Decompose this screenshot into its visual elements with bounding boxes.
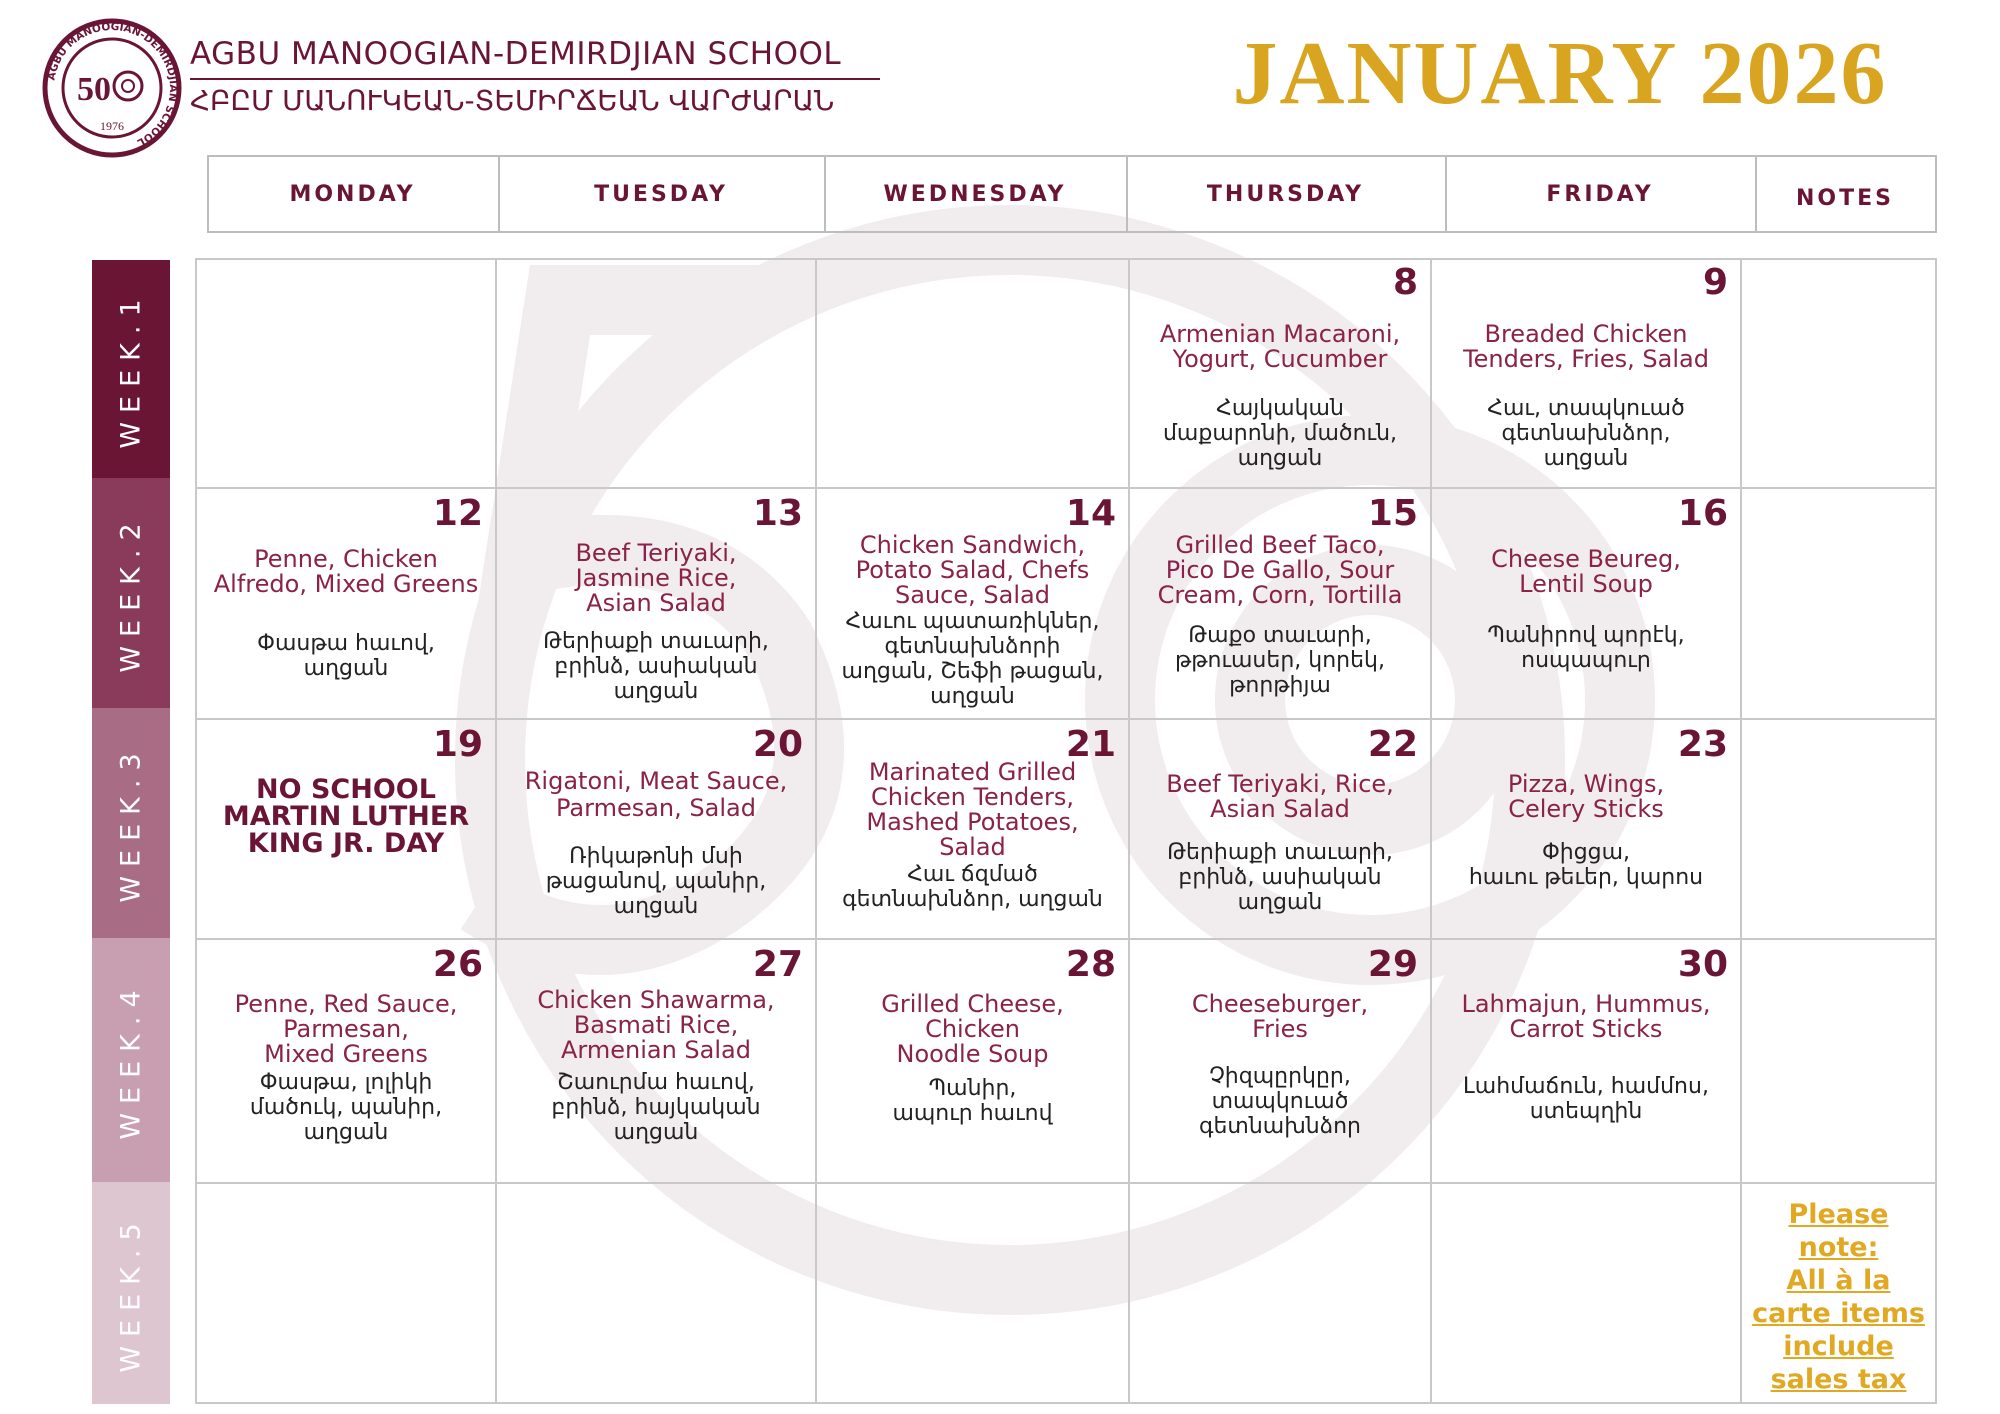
- day-number: 16: [1677, 493, 1728, 534]
- menu-armenian: Պանիր, ապուր հաւով: [892, 1076, 1053, 1126]
- week-label-2: [92, 478, 170, 708]
- day-cell-9[interactable]: [1432, 258, 1740, 487]
- week-label-1: [92, 260, 170, 478]
- day-cell-14[interactable]: [817, 489, 1128, 718]
- day-cell-12[interactable]: [197, 489, 495, 718]
- header-friday: FRIDAY: [1546, 181, 1654, 207]
- menu-english: Breaded Chicken Tenders, Fries, Salad: [1463, 320, 1709, 373]
- day-number: 23: [1677, 724, 1728, 765]
- day-number: 12: [432, 493, 483, 534]
- day-number: 29: [1367, 944, 1418, 985]
- day-cell-20[interactable]: [497, 720, 815, 938]
- week-label-4: [92, 938, 170, 1182]
- week-label-text: WEEK.2: [115, 513, 147, 673]
- menu-english: Cheeseburger, Fries: [1191, 990, 1369, 1043]
- menu-armenian: Փասթա հաւով, աղցան: [257, 631, 435, 681]
- day-cell-16[interactable]: [1432, 489, 1740, 718]
- menu-armenian: Թերիաքի տաւարի, բրինձ, ասիական աղցան: [543, 629, 769, 704]
- week-label-text: WEEK.5: [115, 1213, 147, 1373]
- day-number: 28: [1065, 944, 1116, 985]
- day-number: 21: [1065, 724, 1116, 765]
- school-name-armenian: ՀԲԸՄ ՄԱՆՈՒԿԵԱՆ-ՏԵՄԻՐՃԵԱՆ ՎԱՐԺԱՐԱՆ: [190, 84, 835, 117]
- menu-english: Armenian Macaroni, Yogurt, Cucumber: [1159, 320, 1401, 373]
- menu-armenian: Հաւ, տապկուած գետնախնձոր, աղցան: [1487, 396, 1685, 471]
- week-label-text: WEEK.4: [115, 980, 147, 1140]
- day-cell-8[interactable]: [1130, 258, 1430, 487]
- header-divider: [1935, 155, 1937, 233]
- day-cell-15[interactable]: [1130, 489, 1430, 718]
- grid-line: [1935, 258, 1937, 1404]
- menu-armenian: Լահմաճուն, համմոս, ստեպղին: [1463, 1074, 1709, 1124]
- menu-armenian: Հաւ ճզմած գետնախնձոր, աղցան: [842, 862, 1103, 912]
- school-name-divider: [190, 78, 880, 80]
- menu-armenian: Փիցցա, հաւու թեւեր, կարոս: [1468, 840, 1704, 890]
- header-tuesday: TUESDAY: [594, 181, 728, 207]
- day-cell-30[interactable]: [1432, 940, 1740, 1182]
- menu-armenian: Թերիաքի տաւարի, բրինձ, ասիական աղցան: [1167, 840, 1393, 915]
- menu-armenian: Չիզպըրկըր, տապկուած գետնախնձոր: [1199, 1064, 1361, 1139]
- day-cell-26[interactable]: [197, 940, 495, 1182]
- school-name-english: AGBU MANOOGIAN-DEMIRDJIAN SCHOOL: [190, 36, 842, 72]
- day-cell-19[interactable]: [197, 720, 495, 938]
- day-number: 14: [1065, 493, 1116, 534]
- sales-tax-note[interactable]: Please note: All à la carte items include sales tax: [1752, 1199, 1925, 1395]
- menu-english: Pizza, Wings, Celery Sticks: [1507, 770, 1665, 823]
- grid-line: [195, 1402, 1937, 1404]
- day-cell-27[interactable]: [497, 940, 815, 1182]
- grid-line: [195, 1182, 1937, 1184]
- day-cell-29[interactable]: [1130, 940, 1430, 1182]
- day-number: 15: [1367, 493, 1418, 534]
- menu-armenian: Պանիրով պորէկ, ոսպապուր: [1487, 623, 1685, 673]
- holiday-notice: NO SCHOOL MARTIN LUTHER KING JR. DAY: [222, 774, 470, 859]
- week-label-text: WEEK.1: [115, 289, 147, 449]
- menu-armenian: Փասթա, լոլիկի մածուկ, պանիր, աղցան: [249, 1070, 443, 1145]
- menu-english: Chicken Shawarma, Basmati Rice, Armenian Salad: [537, 986, 775, 1064]
- menu-armenian: Շաուրմա հաւով, բրինձ, հայկական աղցան: [551, 1070, 761, 1145]
- menu-english: Lahmajun, Hummus, Carrot Sticks: [1461, 990, 1711, 1043]
- day-cell-22[interactable]: [1130, 720, 1430, 938]
- day-cell-21[interactable]: [817, 720, 1128, 938]
- menu-english: Grilled Cheese, Chicken Noodle Soup: [881, 990, 1064, 1068]
- day-number: 22: [1367, 724, 1418, 765]
- week-label-text: WEEK.3: [115, 743, 147, 903]
- menu-english: Penne, Red Sauce, Parmesan, Mixed Greens: [234, 990, 458, 1068]
- day-number: 27: [752, 944, 803, 985]
- header-notes: NOTES: [1796, 185, 1894, 211]
- day-number: 20: [752, 724, 803, 765]
- calendar-grid: [195, 258, 1937, 1404]
- menu-armenian: Թաքօ տաւարի, թթուասեր, կորեկ, թորթիյա: [1175, 623, 1385, 698]
- menu-english: Grilled Beef Taco, Pico De Gallo, Sour Cream, Corn, Tortilla: [1157, 531, 1403, 609]
- menu-english: Rigatoni, Meat Sauce, Parmesan, Salad: [524, 767, 788, 822]
- day-number: 13: [752, 493, 803, 534]
- page-title: JANUARY 2026: [1232, 24, 1888, 123]
- menu-armenian: Հաւու պատառիկներ, գետնախնձորի աղցան, Շեֆի թացան, աղցան: [841, 609, 1104, 709]
- menu-english: Beef Teriyaki, Jasmine Rice, Asian Salad: [575, 539, 737, 617]
- logo-ring-text: AGBU MANOOGIAN-DEMIRDJIAN SCHOOL: [45, 20, 180, 149]
- week-label-3: [92, 708, 170, 938]
- header-thursday: THURSDAY: [1206, 181, 1365, 207]
- week-label-5: [92, 1182, 170, 1404]
- school-logo: [42, 18, 182, 158]
- day-cell-28[interactable]: [817, 940, 1128, 1182]
- header-monday: MONDAY: [289, 181, 416, 207]
- menu-english: Penne, Chicken Alfredo, Mixed Greens: [213, 545, 479, 598]
- header-wednesday: WEDNESDAY: [883, 181, 1067, 207]
- logo-number: 50: [77, 71, 111, 108]
- day-number: 30: [1677, 944, 1728, 985]
- menu-english: Marinated Grilled Chicken Tenders, Mashed Potatoes, Salad: [866, 758, 1079, 861]
- menu-english: Cheese Beureg, Lentil Soup: [1491, 545, 1681, 598]
- day-number: 26: [432, 944, 483, 985]
- menu-armenian: Հայկական մաքարոնի, մածուն, աղցան: [1162, 396, 1398, 471]
- day-number: 19: [432, 724, 483, 765]
- day-cell-13[interactable]: [497, 489, 815, 718]
- day-number: 8: [1392, 262, 1418, 303]
- menu-english: Beef Teriyaki, Rice, Asian Salad: [1166, 770, 1394, 823]
- menu-armenian: Ռիկաթոնի մսի թացանով, պանիր, աղցան: [545, 844, 767, 919]
- day-number: 9: [1702, 262, 1728, 303]
- logo-year: 1976: [100, 119, 124, 133]
- day-cell-23[interactable]: [1432, 720, 1740, 938]
- menu-english: Chicken Sandwich, Potato Salad, Chefs Sauce, Salad: [855, 531, 1090, 609]
- weekday-header-row: [207, 155, 1937, 233]
